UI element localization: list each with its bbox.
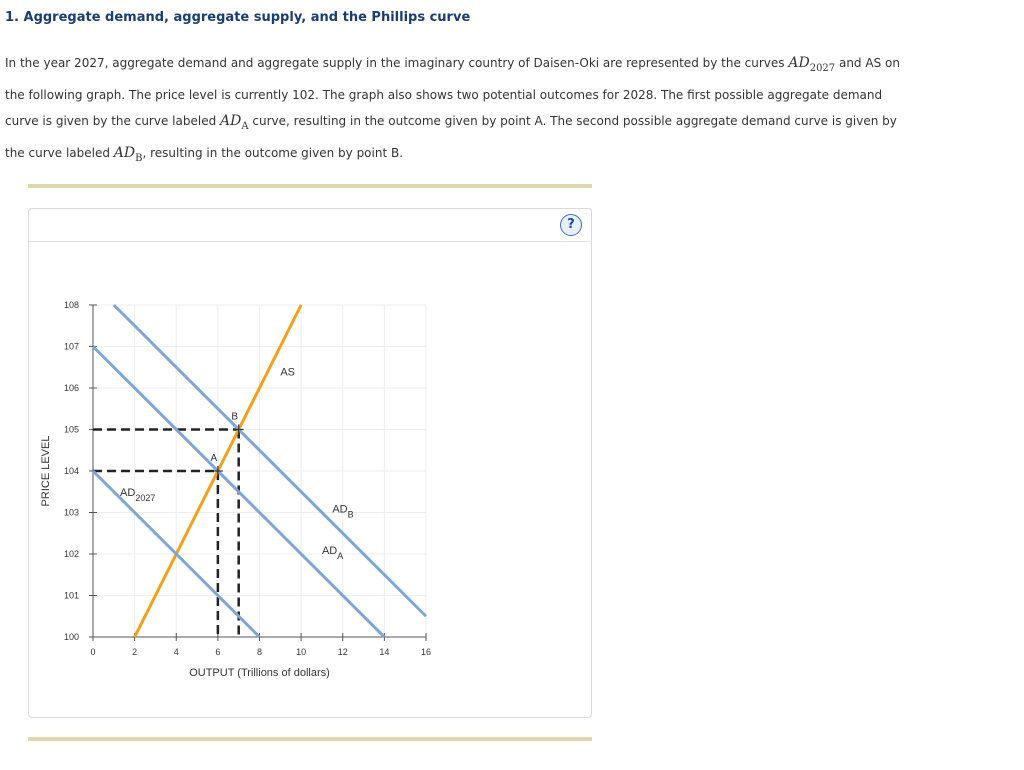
prompt-line-2: the following graph. The price level is currently 102. The graph also shows two potential outcomes for 2028. The first possible aggregate demand: [5, 87, 883, 102]
x-tick-label: 4: [173, 647, 179, 657]
point-label-a: A: [210, 453, 218, 464]
help-icon[interactable]: ?: [560, 214, 582, 236]
curve-label: $AD_A$: [321, 545, 344, 561]
prompt-text: curve, resulting in the outcome given by point A. The second possible aggregate demand curve is given by: [248, 113, 897, 128]
y-tick-label: 104: [63, 466, 79, 476]
curve-label-subscript: A: [337, 551, 344, 561]
ad-b-symbol: $AD_B$: [113, 144, 143, 164]
x-axis-label: OUTPUT (Trillions of dollars): [189, 667, 330, 679]
prompt-text: , resulting in the outcome given by point B.: [142, 145, 404, 160]
x-tick-label: 16: [420, 647, 432, 657]
ad-b-curve: [114, 305, 426, 616]
x-tick-label: 0: [90, 647, 96, 657]
curve-label: AS: [280, 366, 295, 379]
curve-label: $AD_{2027}$: [120, 486, 156, 503]
y-tick-label: 101: [63, 590, 79, 601]
prompt-text: and AS on: [835, 56, 900, 70]
x-tick-label: 8: [256, 647, 263, 657]
y-axis-label: PRICE LEVEL: [40, 435, 52, 507]
x-tick-label: 2: [132, 647, 138, 657]
curve-label-subscript: B: [347, 509, 354, 520]
prompt-text: the curve labeled: [5, 145, 114, 160]
x-tick-label: 14: [379, 647, 390, 657]
y-tick-label: 108: [63, 300, 79, 310]
x-tick-label: 10: [296, 647, 307, 657]
y-tick-label: 106: [63, 383, 79, 393]
bottom-divider: [28, 737, 592, 741]
prompt-line-1: [5, 50, 955, 82]
prompt-line-4: [5, 140, 955, 172]
ad-2027-symbol: $AD_{2027}$: [788, 55, 836, 74]
prompt-text: In the year 2027, aggregate demand and aggregate supply in the imaginary country of Daisen-Oki are represented by the curves: [5, 56, 789, 70]
curve-label: $AD_B$: [332, 503, 354, 520]
y-tick-label: 105: [63, 424, 79, 435]
y-tick-label: 107: [63, 341, 79, 352]
x-tick-label: 6: [215, 647, 221, 657]
ad-as-chart[interactable]: [29, 209, 591, 717]
graph-panel: [28, 208, 592, 718]
prompt-line-3: [5, 108, 955, 140]
y-tick-label: 103: [63, 507, 79, 518]
point-label-b: B: [231, 411, 239, 423]
y-tick-label: 102: [63, 549, 79, 559]
top-divider: [28, 184, 592, 188]
prompt-text: curve is given by the curve labeled: [5, 113, 221, 128]
x-tick-label: 12: [337, 647, 348, 657]
ad-a-symbol: $AD_A$: [220, 112, 249, 132]
curve-label-subscript: 2027: [135, 492, 156, 503]
question-heading: 1. Aggregate demand, aggregate supply, and the Phillips curve: [5, 10, 471, 25]
y-tick-label: 100: [63, 632, 79, 642]
question-prompt: [5, 50, 955, 171]
ad-a-curve: [93, 347, 384, 638]
